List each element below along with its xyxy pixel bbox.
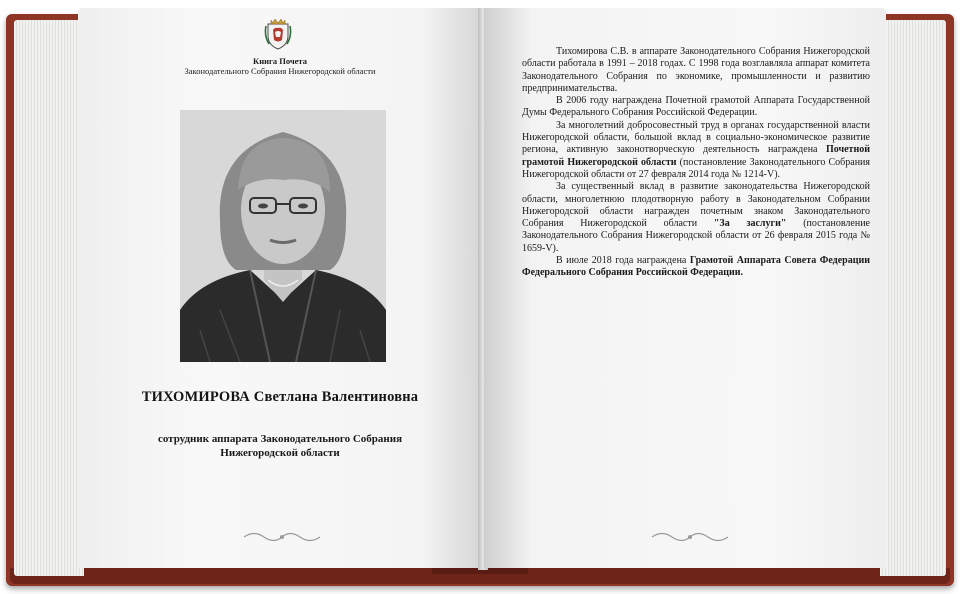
bio-paragraph-4 — [522, 181, 870, 255]
bio-paragraph-3-start: За многолетний добросовестный труд в органах государственной власти Нижегородской области, большой вклад в социально-экономическое развитие региона, активную законотворческую деятельность награждена — [522, 119, 870, 156]
left-page — [78, 8, 482, 568]
page-edges-left — [14, 20, 84, 576]
bio-paragraph-3-award: Почетной грамотой Нижегородской области — [522, 144, 870, 168]
coat-of-arms-icon — [264, 16, 292, 50]
right-page — [484, 8, 886, 568]
person-name: ТИХОМИРОВА Светлана Валентиновна — [141, 389, 419, 405]
ornament-icon — [650, 530, 730, 544]
bio-paragraph-4-start: За существенный вклад в развитие законодательства Нижегородской области, многолетнюю плодотворную работу в Законодательном Собрании Нижегородской области награжден почетным знаком Законодательного Собрания Нижегородской области — [522, 181, 870, 230]
bio-paragraph-5 — [522, 255, 870, 280]
ornament-icon — [242, 530, 322, 544]
page-edges-right — [880, 20, 946, 576]
bio-paragraph-3 — [522, 120, 870, 181]
book-title — [78, 56, 482, 76]
bio-paragraph-5-start: В июле 2018 года награждена — [556, 255, 690, 267]
book-title-line2: Законодательного Собрания Нижегородской области — [184, 66, 376, 76]
bio-paragraph-1: Тихомирова С.В. в аппарате Законодательного Собрания Нижегородской области работала в 1991 – 2018 годах. С 1998 года возглавляла аппарат комитета Законодательного Собрания по экономике, промышленности и развитию предпринимательства. — [522, 46, 870, 94]
bio-paragraph-3-end: (постановление Законодательного Собрания Нижегородской области от 27 февраля 2014 года № 1214-V). — [522, 156, 870, 180]
person-role: сотрудник аппарата Законодательного Собрания Нижегородской области — [157, 433, 403, 459]
bio-paragraph-5-award: Грамотой Аппарата Совета Федерации Федерального Собрания Российской Федерации. — [522, 255, 870, 279]
bio-paragraph-2: В 2006 году награждена Почетной грамотой Аппарата Государственной Думы Федерального Собрания Российской Федерации. — [522, 95, 870, 119]
bio-paragraph-4-end: (постановление Законодательного Собрания Нижегородской области от 26 февраля 2015 года № 1659-V). — [522, 218, 870, 254]
biography-text — [522, 46, 870, 280]
book-title-line1: Книга Почета — [253, 56, 307, 66]
portrait-photo — [180, 110, 386, 362]
bio-paragraph-4-award: "За заслуги" — [713, 218, 787, 230]
